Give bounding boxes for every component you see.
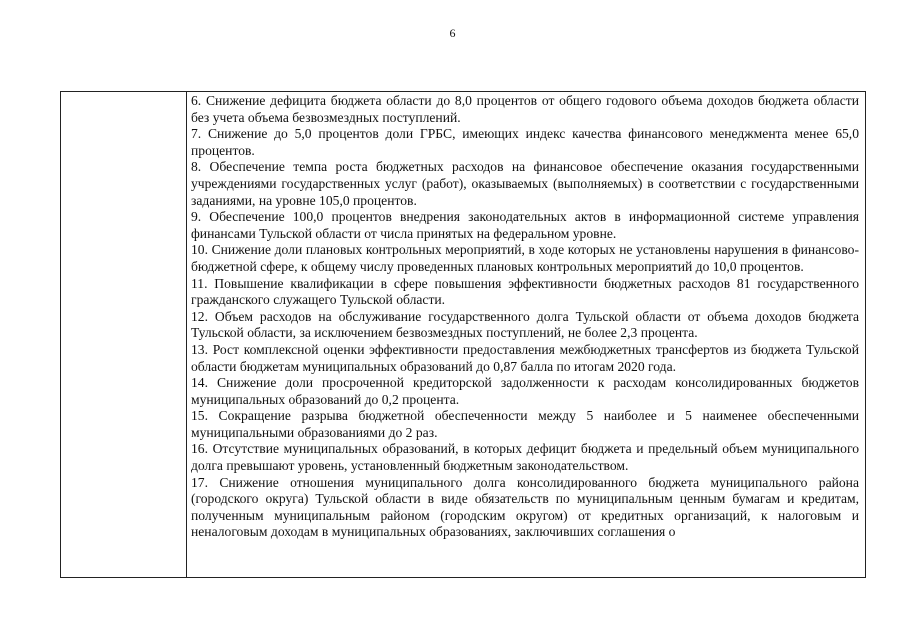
indicator-item: 11. Повышение квалификации в сфере повышения эффективности бюджетных расходов 81 государственного гражданского служащего Тульской области. (191, 275, 859, 308)
indicator-item: 8. Обеспечение темпа роста бюджетных расходов на финансовое обеспечение оказания государственными учреждениями государственных услуг (работ), оказываемых (выполняемых) в соответствии с государственными заданиями, на уровне 105,0 процентов. (191, 159, 859, 208)
table-right-cell (187, 92, 865, 577)
indicator-item: 7. Снижение до 5,0 процентов доли ГРБС, имеющих индекс качества финансового менеджмента менее 65,0 процентов. (191, 126, 859, 158)
indicator-item: 16. Отсутствие муниципальных образований, в которых дефицит бюджета и предельный объем муниципального долга превышают уровень, установленный бюджетным законодательством. (191, 441, 859, 474)
indicator-item: 6. Снижение дефицита бюджета области до 8,0 процентов от общего годового объема доходов бюджета области без учета объема безвозмездных поступлений. (191, 93, 859, 125)
indicator-item: 15. Сокращение разрыва бюджетной обеспеченности между 5 наиболее и 5 наименее обеспеченными муниципальными образованиями до 2 раз. (191, 408, 859, 440)
indicator-item: 10. Снижение доли плановых контрольных мероприятий, в ходе которых не установлены нарушения в финансово-бюджетной сфере, к общему числу проведенных плановых контрольных мероприятий до 10,0 процентов. (191, 242, 859, 274)
indicator-item: 13. Рост комплексной оценки эффективности предоставления межбюджетных трансфертов из бюджета Тульской области бюджетам муниципальных образований до 0,87 балла по итогам 2020 года. (191, 341, 859, 374)
page-number: 6 (449, 26, 456, 40)
indicator-item: 12. Объем расходов на обслуживание государственного долга Тульской области от объема доходов бюджета Тульской области, за исключением безвозмездных поступлений, не более 2,3 процента. (191, 308, 859, 341)
indicator-item: 17. Снижение отношения муниципального долга консолидированного бюджета муниципального района (городского округа) Тульской области в виде обязательств по муниципальным ценным бумагам и кредитам, полученным муниципальным районом (городским округом) от кредитных организаций, к налоговым и неналоговым доходам в муниципальных образованиях, заключивших соглашения о (191, 474, 859, 540)
indicator-item: 9. Обеспечение 100,0 процентов внедрения законодательных актов в информационной системе управления финансами Тульской области от числа принятых на федеральном уровне. (191, 209, 859, 241)
indicator-item: 14. Снижение доли просроченной кредиторской задолженности к расходам консолидированных бюджетов муниципальных образований до 0,2 процента. (191, 375, 859, 407)
table-left-cell (61, 92, 187, 577)
indicators-table (60, 91, 866, 578)
